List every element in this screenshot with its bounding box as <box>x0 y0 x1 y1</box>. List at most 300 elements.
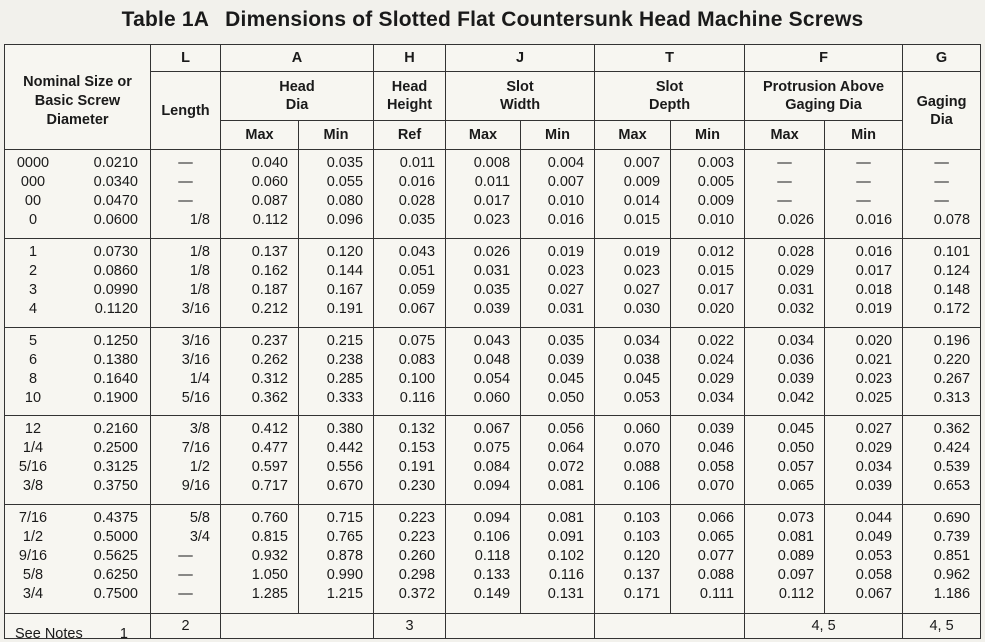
table-cell-value: 0.191 <box>326 300 364 317</box>
length-values <box>151 416 221 505</box>
table-cell-value: 0.081 <box>547 478 585 495</box>
table-cell-value: 0.019 <box>547 243 585 260</box>
table-cell-value: 0.333 <box>326 389 364 406</box>
table-cell-value: 0.034 <box>623 332 661 349</box>
table-cell-value: 0.237 <box>251 332 288 349</box>
table-cell-value: 0.112 <box>778 586 815 603</box>
notes-L: 2 <box>151 614 221 639</box>
table-cell-value: 0.010 <box>697 212 735 228</box>
gaging-dia-values <box>903 150 981 239</box>
table-body <box>5 150 981 614</box>
j-min-header: Min <box>521 121 595 150</box>
nominal-size-cell <box>5 505 151 614</box>
length-values <box>151 505 221 614</box>
protrusion-max-values <box>745 238 825 327</box>
nominal-size: 1/4 <box>22 440 44 457</box>
table-cell-value: 0.035 <box>547 332 585 349</box>
table-cell-value: — <box>178 193 193 209</box>
nominal-size: 7/16 <box>18 510 48 527</box>
slot-depth-min-values <box>671 505 745 614</box>
nominal-size: 12 <box>24 421 42 438</box>
nominal-size: 00 <box>24 193 42 209</box>
nominal-size: 5 <box>28 332 38 349</box>
table-cell-value: 0.670 <box>326 478 364 495</box>
table-cell-value: 0.060 <box>251 174 288 190</box>
table-cell-value: 0.042 <box>777 389 815 406</box>
table-cell-value: 1/8 <box>189 243 210 260</box>
a-min-header: Min <box>299 121 374 150</box>
table-cell-value: 0.372 <box>398 586 436 603</box>
table-cell-value: 0.137 <box>251 243 288 260</box>
table-cell-value: 0.084 <box>473 459 511 476</box>
length-values <box>151 327 221 416</box>
table-cell-value: 0.053 <box>855 548 893 565</box>
table-cell-value: 0.124 <box>933 262 971 279</box>
table-cell-value: 0.312 <box>251 370 288 387</box>
size-group-row <box>5 238 981 327</box>
table-cell-value: 0.044 <box>855 510 893 527</box>
notes-label-cell <box>5 614 151 642</box>
protrusion-min-values <box>825 238 903 327</box>
letter-L: L <box>151 45 221 72</box>
nominal-size-header: Nominal Size or Basic Screw Diameter <box>5 45 151 150</box>
letter-A: A <box>221 45 374 72</box>
table-cell-value: 0.019 <box>623 243 661 260</box>
nominal-size-cell <box>5 416 151 505</box>
basic-diameter: 0.1250 <box>93 332 138 349</box>
table-cell-value: — <box>856 155 871 171</box>
table-cell-value: 0.380 <box>326 421 364 438</box>
basic-diameter: 0.0340 <box>93 174 138 190</box>
table-cell-value: 0.017 <box>697 281 735 298</box>
table-cell-value: 0.653 <box>933 478 971 495</box>
notes-T <box>595 614 745 639</box>
table-cell-value: 3/8 <box>189 421 210 438</box>
protrusion-min-values <box>825 327 903 416</box>
protrusion-min-values <box>825 150 903 239</box>
table-cell-value: 0.167 <box>326 281 364 298</box>
table-cell-value: 0.034 <box>855 459 893 476</box>
table-caption: Dimensions of Slotted Flat Countersunk Head Machine Screws <box>225 8 864 31</box>
table-cell-value: 0.362 <box>933 421 971 438</box>
nominal-size-cell <box>5 150 151 239</box>
head-dia-max-values <box>221 327 299 416</box>
table-cell-value: 0.267 <box>933 370 971 387</box>
table-cell-value: 0.043 <box>473 332 511 349</box>
basic-diameter: 0.0210 <box>93 155 138 171</box>
nominal-size: 3/4 <box>22 586 44 603</box>
table-cell-value: — <box>178 586 193 603</box>
table-cell-value: 0.022 <box>697 332 735 349</box>
head-dia-min-values <box>299 416 374 505</box>
table-cell-value: 0.015 <box>697 262 735 279</box>
basic-diameter: 0.0990 <box>93 281 138 298</box>
table-cell-value: 0.027 <box>855 421 893 438</box>
table-cell-value: 0.072 <box>547 459 585 476</box>
table-cell-value: 1/4 <box>189 370 210 387</box>
table-cell-value: 0.081 <box>777 529 815 546</box>
basic-diameter: 0.0470 <box>93 193 138 209</box>
table-cell-value: 3/4 <box>189 529 210 546</box>
table-cell-value: 0.009 <box>623 174 661 190</box>
table-cell-value: 0.765 <box>326 529 364 546</box>
protrusion-max-values <box>745 150 825 239</box>
table-cell-value: 0.058 <box>697 459 735 476</box>
header-name-row <box>5 72 981 121</box>
table-cell-value: — <box>777 155 792 171</box>
table-cell-value: 0.059 <box>398 281 436 298</box>
slot-depth-min-values <box>671 327 745 416</box>
table-cell-value: 0.851 <box>933 548 971 565</box>
table-cell-value: 0.132 <box>398 421 436 438</box>
protrusion-header: Protrusion Above Gaging Dia <box>745 72 903 121</box>
table-cell-value: 0.120 <box>623 548 661 565</box>
table-cell-value: 0.016 <box>855 212 893 228</box>
basic-diameter: 0.0860 <box>93 262 138 279</box>
basic-diameter: 0.5000 <box>93 529 138 546</box>
table-cell-value: 0.412 <box>251 421 288 438</box>
head-height-values <box>374 327 446 416</box>
table-cell-value: 0.102 <box>547 548 585 565</box>
table-cell-value: 0.014 <box>623 193 661 209</box>
head-dia-max-values <box>221 238 299 327</box>
protrusion-min-values <box>825 416 903 505</box>
table-cell-value: 9/16 <box>181 478 210 495</box>
table-cell-value: 0.097 <box>777 567 815 584</box>
table-cell-value: 0.056 <box>547 421 585 438</box>
table-cell-value: 0.144 <box>326 262 364 279</box>
table-cell-value: 0.089 <box>777 548 815 565</box>
table-cell-value: 0.100 <box>398 370 436 387</box>
nominal-size: 3 <box>28 281 38 298</box>
table-cell-value: 0.015 <box>623 212 661 228</box>
table-cell-value: 0.111 <box>699 586 735 603</box>
table-cell-value: 0.043 <box>398 243 436 260</box>
f-max-header: Max <box>745 121 825 150</box>
table-cell-value: 0.020 <box>855 332 893 349</box>
table-cell-value: 0.103 <box>623 510 661 527</box>
table-cell-value: 0.049 <box>855 529 893 546</box>
notes-J <box>446 614 595 639</box>
basic-diameter: 0.3750 <box>93 478 138 495</box>
table-cell-value: 0.067 <box>473 421 511 438</box>
table-cell-value: 0.039 <box>777 370 815 387</box>
table-cell-value: 0.050 <box>777 440 815 457</box>
t-min-header: Min <box>671 121 745 150</box>
table-cell-value: 0.106 <box>473 529 511 546</box>
table-cell-value: 0.715 <box>326 510 364 527</box>
protrusion-min-values <box>825 505 903 614</box>
head-dia-header: Head Dia <box>221 72 374 121</box>
table-cell-value: 0.990 <box>326 567 364 584</box>
table-cell-value: 0.717 <box>251 478 288 495</box>
table-cell-value: 0.148 <box>933 281 971 298</box>
head-dia-min-values <box>299 238 374 327</box>
table-cell-value: 0.045 <box>547 370 585 387</box>
table-cell-value: 0.017 <box>855 262 893 279</box>
table-cell-value: 0.029 <box>855 440 893 457</box>
table-cell-value: 0.028 <box>777 243 815 260</box>
head-dia-min-values <box>299 150 374 239</box>
table-cell-value: 0.035 <box>473 281 511 298</box>
table-cell-value: 0.078 <box>933 212 971 228</box>
table-cell-value: 0.055 <box>326 174 364 190</box>
table-cell-value: 0.029 <box>697 370 735 387</box>
table-cell-value: 0.171 <box>623 586 661 603</box>
table-cell-value: 1.285 <box>251 586 288 603</box>
table-cell-value: 0.760 <box>251 510 288 527</box>
table-cell-value: 0.878 <box>326 548 364 565</box>
nominal-size: 0 <box>28 212 38 228</box>
table-cell-value: 0.220 <box>933 351 971 368</box>
gaging-dia-values <box>903 505 981 614</box>
slot-width-min-values <box>521 327 595 416</box>
table-cell-value: 0.477 <box>251 440 288 457</box>
head-height-values <box>374 505 446 614</box>
table-cell-value: 0.024 <box>697 351 735 368</box>
table-cell-value: 0.012 <box>697 243 735 260</box>
basic-diameter: 0.2160 <box>93 421 138 438</box>
table-cell-value: 0.034 <box>777 332 815 349</box>
table-cell-value: 0.083 <box>398 351 436 368</box>
size-group-row <box>5 150 981 239</box>
notes-G: 4, 5 <box>903 614 981 639</box>
table-cell-value: 0.045 <box>623 370 661 387</box>
table-cell-value: 0.031 <box>473 262 511 279</box>
letter-G: G <box>903 45 981 72</box>
dimensions-table <box>4 44 981 642</box>
table-cell-value: — <box>856 193 871 209</box>
table-cell-value: 0.075 <box>398 332 436 349</box>
basic-diameter: 0.1120 <box>94 300 138 317</box>
table-cell-value: — <box>777 193 792 209</box>
notes-F: 4, 5 <box>745 614 903 639</box>
table-cell-value: 0.035 <box>398 212 436 228</box>
table-cell-value: 0.045 <box>777 421 815 438</box>
table-cell-value: 0.034 <box>697 389 735 406</box>
table-cell-value: 0.932 <box>251 548 288 565</box>
table-cell-value: 0.065 <box>697 529 735 546</box>
slot-width-max-values <box>446 505 521 614</box>
table-number: Table 1A <box>121 8 210 31</box>
table-cell-value: 0.019 <box>855 300 893 317</box>
table-cell-value: 0.223 <box>398 510 436 527</box>
table-cell-value: 0.539 <box>933 459 971 476</box>
table-cell-value: 0.133 <box>473 567 511 584</box>
table-cell-value: 0.032 <box>777 300 815 317</box>
table-cell-value: 0.088 <box>697 567 735 584</box>
table-cell-value: 0.080 <box>326 193 364 209</box>
gaging-dia-values <box>903 416 981 505</box>
table-cell-value: — <box>178 567 193 584</box>
basic-diameter: 0.1640 <box>93 370 138 387</box>
gaging-dia-values <box>903 238 981 327</box>
nominal-size: 1 <box>28 243 38 260</box>
slot-depth-max-values <box>595 505 671 614</box>
table-cell-value: 0.094 <box>473 478 511 495</box>
table-cell-value: 0.172 <box>933 300 971 317</box>
gaging-dia-header: Gaging Dia <box>903 72 981 150</box>
table-cell-value: 0.023 <box>473 212 511 228</box>
table-cell-value: 0.039 <box>473 300 511 317</box>
table-cell-value: 0.187 <box>251 281 288 298</box>
head-height-values <box>374 238 446 327</box>
table-cell-value: 0.962 <box>933 567 971 584</box>
slot-depth-min-values <box>671 238 745 327</box>
nominal-size: 000 <box>20 174 46 190</box>
notes-row <box>5 614 981 639</box>
table-cell-value: 0.018 <box>855 281 893 298</box>
size-group-row <box>5 505 981 614</box>
length-values <box>151 238 221 327</box>
table-cell-value: 0.149 <box>473 586 511 603</box>
slot-depth-max-values <box>595 416 671 505</box>
letter-J: J <box>446 45 595 72</box>
table-cell-value: 0.120 <box>326 243 364 260</box>
table-cell-value: 0.029 <box>777 262 815 279</box>
table-cell-value: 0.262 <box>251 351 288 368</box>
table-cell-value: — <box>934 155 949 171</box>
table-cell-value: 0.017 <box>473 193 511 209</box>
table-cell-value: 0.030 <box>623 300 661 317</box>
letter-H: H <box>374 45 446 72</box>
slot-width-max-values <box>446 150 521 239</box>
table-cell-value: 1/2 <box>189 459 210 476</box>
table-cell-value: 0.556 <box>326 459 364 476</box>
letter-F: F <box>745 45 903 72</box>
slot-width-max-values <box>446 416 521 505</box>
table-cell-value: 5/16 <box>181 389 210 406</box>
table-cell-value: 0.036 <box>777 351 815 368</box>
table-cell-value: 0.010 <box>547 193 585 209</box>
table-cell-value: 0.077 <box>697 548 735 565</box>
basic-diameter: 0.3125 <box>93 459 138 476</box>
table-cell-value: 0.040 <box>251 155 288 171</box>
slot-depth-min-values <box>671 416 745 505</box>
table-cell-value: 0.035 <box>326 155 364 171</box>
table-cell-value: 0.011 <box>399 155 436 171</box>
table-cell-value: 0.067 <box>398 300 436 317</box>
table-cell-value: 0.011 <box>474 174 511 190</box>
head-dia-min-values <box>299 327 374 416</box>
table-cell-value: 1.215 <box>326 586 364 603</box>
table-cell-value: 0.137 <box>623 567 661 584</box>
a-max-header: Max <box>221 121 299 150</box>
table-cell-value: 0.021 <box>855 351 893 368</box>
table-cell-value: 0.065 <box>777 478 815 495</box>
table-cell-value: 0.004 <box>547 155 585 171</box>
basic-diameter: 0.4375 <box>93 510 138 527</box>
table-cell-value: 3/16 <box>181 300 210 317</box>
nominal-size-cell <box>5 238 151 327</box>
nominal-size: 5/8 <box>22 567 44 584</box>
table-cell-value: 0.027 <box>547 281 585 298</box>
notes-size: 1 <box>119 626 128 642</box>
basic-diameter: 0.2500 <box>93 440 138 457</box>
table-cell-value: 0.067 <box>855 586 893 603</box>
table-cell-value: 0.116 <box>548 567 585 584</box>
protrusion-max-values <box>745 416 825 505</box>
table-cell-value: 0.196 <box>933 332 971 349</box>
slot-depth-min-values <box>671 150 745 239</box>
slot-width-min-values <box>521 505 595 614</box>
table-cell-value: — <box>777 174 792 190</box>
table-cell-value: 1/8 <box>189 212 210 228</box>
table-cell-value: 0.027 <box>623 281 661 298</box>
table-cell-value: 0.060 <box>473 389 511 406</box>
table-cell-value: 0.153 <box>398 440 436 457</box>
table-cell-value: — <box>178 155 193 171</box>
length-header: Length <box>151 72 221 150</box>
table-cell-value: — <box>934 174 949 190</box>
table-cell-value: 0.039 <box>547 351 585 368</box>
table-cell-value: 0.064 <box>547 440 585 457</box>
table-cell-value: 0.212 <box>251 300 288 317</box>
table-cell-value: 0.048 <box>473 351 511 368</box>
table-cell-value: 0.739 <box>933 529 971 546</box>
table-cell-value: 0.690 <box>933 510 971 527</box>
table-cell-value: 0.053 <box>623 389 661 406</box>
table-cell-value: 5/8 <box>189 510 210 527</box>
table-cell-value: 0.039 <box>697 421 735 438</box>
table-cell-value: 0.260 <box>398 548 436 565</box>
head-height-values <box>374 150 446 239</box>
table-cell-value: 0.070 <box>623 440 661 457</box>
table-cell-value: 3/16 <box>181 351 210 368</box>
table-cell-value: 0.103 <box>623 529 661 546</box>
table-cell-value: 0.118 <box>474 548 511 565</box>
basic-diameter: 0.1380 <box>93 351 138 368</box>
table-cell-value: 3/16 <box>181 332 210 349</box>
j-max-header: Max <box>446 121 521 150</box>
table-cell-value: 0.087 <box>251 193 288 209</box>
protrusion-max-values <box>745 327 825 416</box>
table-cell-value: 1.050 <box>251 567 288 584</box>
h-ref-header: Ref <box>374 121 446 150</box>
table-cell-value: 0.031 <box>777 281 815 298</box>
nominal-size: 3/8 <box>22 478 44 495</box>
size-group-row <box>5 327 981 416</box>
table-cell-value: 0.003 <box>697 155 735 171</box>
table-cell-value: 0.191 <box>398 459 436 476</box>
slot-depth-header: Slot Depth <box>595 72 745 121</box>
head-dia-max-values <box>221 150 299 239</box>
table-cell-value: 1.186 <box>933 586 971 603</box>
nominal-size: 8 <box>28 370 38 387</box>
slot-depth-max-values <box>595 150 671 239</box>
table-cell-value: 0.023 <box>547 262 585 279</box>
table-cell-value: 0.038 <box>623 351 661 368</box>
table-cell-value: 0.162 <box>251 262 288 279</box>
nominal-size: 4 <box>28 300 38 317</box>
table-cell-value: 0.094 <box>473 510 511 527</box>
table-cell-value: 0.008 <box>473 155 511 171</box>
table-cell-value: 1/8 <box>189 262 210 279</box>
table-cell-value: 0.285 <box>326 370 364 387</box>
header-letter-row <box>5 45 981 72</box>
table-cell-value: 0.238 <box>326 351 364 368</box>
table-cell-value: 0.442 <box>326 440 364 457</box>
table-cell-value: 0.039 <box>855 478 893 495</box>
nominal-size: 6 <box>28 351 38 368</box>
table-cell-value: 0.060 <box>623 421 661 438</box>
table-cell-value: 0.016 <box>547 212 585 228</box>
protrusion-max-values <box>745 505 825 614</box>
table-cell-value: 0.815 <box>251 529 288 546</box>
table-cell-value: 0.091 <box>547 529 585 546</box>
slot-width-max-values <box>446 327 521 416</box>
table-cell-value: 0.230 <box>398 478 436 495</box>
